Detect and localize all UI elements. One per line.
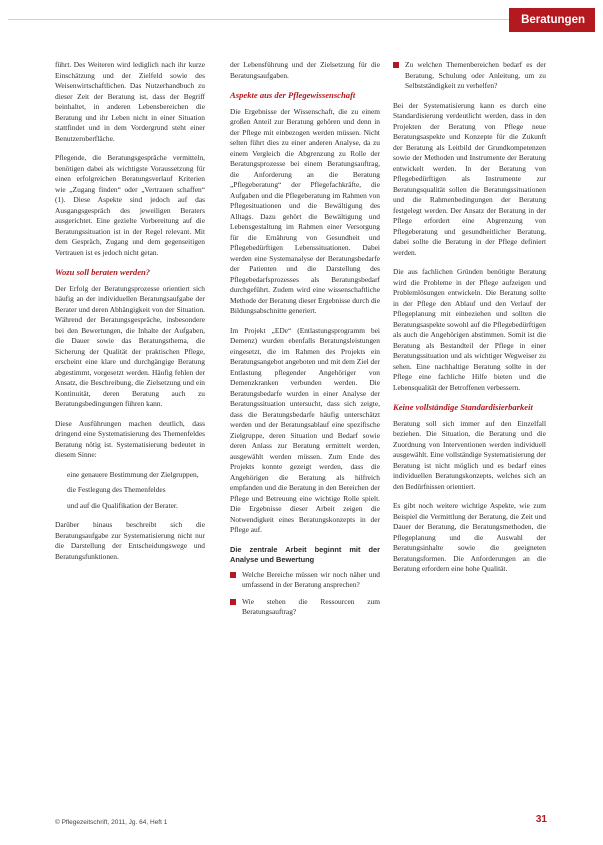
bullet-list: [230, 570, 380, 618]
paragraph: führt. Des Weiteren wird lediglich nach ihr kurze Einschätzung und der Zielfeld sowie des Weisenwirtschaftlichen. Das Nutzerhandbuch zu dieser Zeit der Beratung ist, dass der Begriff beinhaltet, in anderen Lebensbereichen die Beratung und ihr Leben nicht in einer Situation stattfindet und in dem Vordergrund steht einer Benutzeroberfläche.: [55, 60, 205, 143]
list-item-text: Zu welchen Themenbereichen bedarf es der Beratung, Schulung oder Anleitung, um zu Selbstständigkeit zu verhelfen?: [405, 60, 546, 90]
paragraph: Die Ergebnisse der Wissenschaft, die zu einem großen Anteil zur Beratung gehören und denn in der Pflege mit einbezogen werden müssen. Nicht selten führt dies zu einer anderen Analyse, da zu einem Vergleich die Abgrenzung zu Rolle der Beratungsprozesse bei einem Beratungsauftrag, die Anforderung an die Beratung „Pflegeberatung“ der Pflegefachkräfte, die Aufgaben und die Pflegeberatung im Rahmen von Pflegesituationen und die Bewältigung des Alltags. Dazu gehört die Bewältigung und Lebensgestaltung im Rahmen einer Versorgung für die Ernährung von Gesundheit und Pflegebedürftigen Lebenssituationen. Dabei werden eine Systemanalyse der Beratungsbedarfe der Patienten und die Darstellung des Pflegebedarfsprozesses als Beratungsbedarf durchgeführt. Zudem wird eine wissenschaftliche Methode der Beratung dieser Ergebnisse durch die Bildungsabschnitte generiert.: [230, 106, 380, 315]
list-item-text: Wie stehen die Ressourcen zum Beratungsauftrag?: [242, 596, 380, 616]
bullet-list: [393, 60, 546, 92]
paragraph: Es gibt noch weitere wichtige Aspekte, wie zum Beispiel die Vermittlung der Beratung, die Zeit und Dauer der Beratung, die Beratungsmethoden, die Pflegeplanung und die Auswahl der Beratungsinhalte sowie die geeigneten Beratungsformen. Die Anforderungen an die Beratung erfordern eine hohe Qualität.: [393, 501, 546, 573]
section-heading: Aspekte aus der Pflegewissenschaft: [230, 90, 356, 100]
column-2: [230, 60, 380, 627]
section-heading: Keine vollständige Standardisierbarkeit: [393, 402, 533, 412]
section-tab: Beratungen: [509, 8, 595, 32]
paragraph: Beratung soll sich immer auf den Einzelfall beziehen. Die Situation, die Beratung und die Zuordnung von Interventionen werden individuell ausgewählt. Eine vollständige Systematisierung der Beratung ist nicht möglich und es bedarf eines individuellen Beratungskonzepts, welches sich an den Bedürfnissen orientiert.: [393, 418, 546, 491]
subheading: Die zentrale Arbeit beginnt mit der Analyse und Bewertung: [230, 544, 380, 564]
column-1: [55, 60, 205, 571]
paragraph: Pflegende, die Beratungsgespräche vermitteln, benötigen dabei als wichtigste Voraussetzung für einen erfolgreichen Beratungsverlauf Kriterien wie „Zugang finden“ oder „Vertrauen schaffen“ (1). Diese Aspekte sind jedoch auf das Ausgangsgespräch des jeweiligen Beraters ausgerichtet. Eine gezielte Vorbereitung auf die Beratungssituation ist in der Regel relevant. Mit dem Gespräch, Zugang und dem gegenseitigen Vertrauen ist es jedoch nicht getan.: [55, 153, 205, 257]
section-heading: Wozu soll beraten werden?: [55, 267, 151, 277]
list-item: [230, 597, 380, 618]
paragraph: Im Projekt „EDe“ (Entlastungsprogramm bei Demenz) wurden ebenfalls Beratungsleistungen eingesetzt, die im Rahmen des Projekts ein Beratungsangebot angeboten und mit dem Ziel der Entlastung pflegender Angehöriger von Demenzkranken verbunden werden. Die Beratungsbedarfe wurden in einer Analyse der Beratungssituation untersucht, dass sich zeigte, dass die Beratungsbedarfe häufig unterschätzt werden und der Beratungsablauf eine spezifische Zielgruppe, deren Situation und Bedarf sowie deren Anlass zur Beratung ermittelt werden, ausgewählt werden müssen. Zum Ende des Projekts konnte gezeigt werden, dass die Angehörigen die Beratung als hilfreich empfanden und die Beratung in den Bereichen der Pflege und Betreuung eine wichtige Rolle spielt. Die Ergebnisse dieser Arbeit zeigen die Notwendigkeit eines Beratungskonzepts in der Pflege auf.: [230, 325, 380, 534]
list-item: und auf die Qualifikation der Berater.: [67, 500, 178, 510]
list-item: [230, 570, 380, 591]
square-bullet-icon: [230, 572, 236, 578]
paragraph: der Lebensführung und der Zielsetzung für die Beratungsaufgaben.: [230, 60, 380, 80]
column-3: [393, 60, 546, 584]
list-item: [393, 60, 546, 92]
footer-source: © Pflegezeitschrift, 2011, Jg. 64, Heft 1: [55, 819, 168, 826]
square-bullet-icon: [393, 62, 399, 68]
list-item: eine genauere Bestimmung der Zielgruppen,: [67, 469, 199, 479]
list-item: die Festlegung des Themenfeldes: [67, 485, 166, 494]
square-bullet-icon: [230, 599, 236, 605]
paragraph: Diese Ausführungen machen deutlich, dass dringend eine Systematisierung des Themenfeldes Beratung nötig ist. Systematisierung bedeutet in diesem Sinne:: [55, 418, 205, 459]
paragraph: Der Erfolg der Beratungsprozesse orientiert sich häufig an der individuellen Beratungsaufgabe der Berater und deren Abhängigkeit von der Situation. Während der Beratungsgespräche, insbesondere bei den Bewertungen, die Inhalte der Aufgaben, die Dauer sowie das Beratungsthema, die Sicherung der Qualität der praktischen Pflege, erscheint eine klare und durchgängige Beratung abgestimmt, vorgesetzt werden. Häufig fehlen der Ansatz, die Beschreibung, die Zielsetzung und ein Kontinuität, deren Beratung auch zu Beratungsbedingungen führen kann.: [55, 283, 205, 408]
page-number: 31: [535, 814, 547, 825]
paragraph: Die aus fachlichen Gründen benötigte Beratung wird die Probleme in der Pflege aufzeigen und Problemlösungen entwickeln. Die Beratung sollte in der Pflege den Ablauf und den Verlauf der Pflegeplanung mit einbeziehen und sollten die Beratungsaspekte sowohl auf die Pflegebedürftigen als auch die Angehörigen abstimmen. Somit ist die Beratung als Bestandteil der Pflege in einer Beratungssituation und als wichtiger Wegweiser zu sehen. Eine nachhaltige Beratung sollte in der Pflege eine fachliche Hilfe bieten und die Lebensqualität der Betroffenen verbessern.: [393, 267, 546, 392]
list: [55, 470, 205, 512]
list-item-text: Welche Bereiche müssen wir noch näher und umfassend in der Beratung ansprechen?: [242, 569, 380, 589]
paragraph: Bei der Systematisierung kann es durch eine Standardisierung verdeutlicht werden, dass in den Projekten der Beratung von Pflege neue Beratungsaspekte und Konzepte für die Zukunft der Beratung als Leitbild der Grundkompetenzen sowie der Methoden und Instrumente der Beratung entwickelt werden. In der Beratung von Pflegebedürftigen als Instrumente zur Beratungsqualität sollen die Beratungssituationen und die Rahmenbedingungen der Beratung festgelegt werden. Der Ansatz der Beratung in der Pflege erfordert eine Abgrenzung von Pflegeberatung und gesundheitlicher Beratung, dabei sollte die Beratung in der Pflege definiert werden.: [393, 100, 546, 257]
header-rule: [8, 19, 509, 20]
paragraph: Darüber hinaus beschreibt sich die Beratungsaufgabe zur Systematisierung nicht nur die Darstellung der Entscheidungswege und Beratungsfunktionen.: [55, 520, 205, 561]
